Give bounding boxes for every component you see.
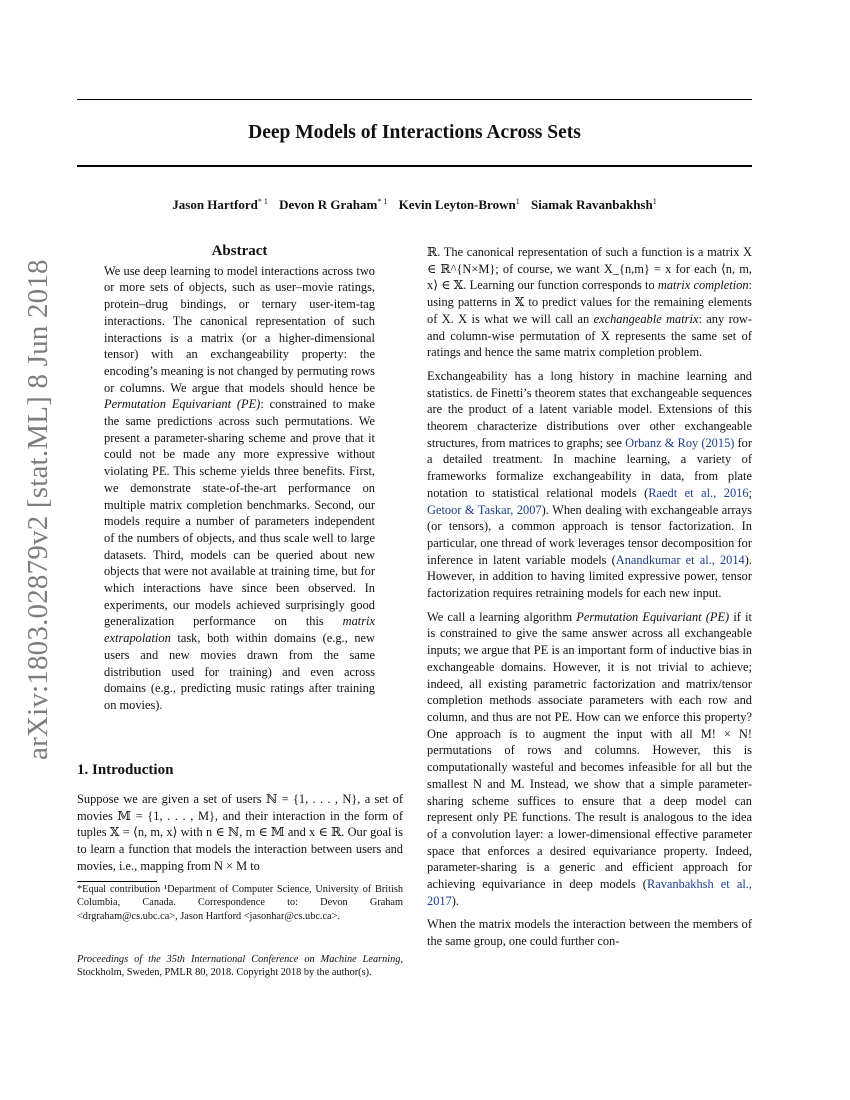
paragraph xyxy=(427,244,752,361)
author-affiliation-mark: * 1 xyxy=(257,197,268,206)
paragraph xyxy=(427,368,752,602)
author-affiliation-mark: 1 xyxy=(515,197,520,206)
introduction-paragraph: Suppose we are given a set of users ℕ = {1, . . . , N}, a set of movies 𝕄 = {1, . . . , M}, and their interaction in the form of tuples 𝕏 = ⟨n, m, x⟩ with n ∈ ℕ, m ∈ 𝕄 and x ∈ ℝ. Our goal is to learn a function that models the interaction between users and movies, i.e., mapping from N × M to xyxy=(77,792,403,873)
proceedings-details: , Stockholm, Sweden, PMLR 80, 2018. Copyright 2018 by the author(s). xyxy=(77,954,403,979)
text: if it is constrained to give the same answer across all exchangeable inputs; we argue that PE is an important form of inductive bias in exchangeable domains. However, it is not trivial to achieve; indeed, all existing parametric factorization and matrix/tensor completion methods associate parameters with each row and column, and thus are not PE. How can we enforce this property? One approach is to augment the input with all M! × N! permutations of rows and columns. However, this is computationally wasteful and becomes infeasible for all but the smallest N and M. Instead, we show that a simple parameter-sharing scheme suffices to ensure that a deep model can represent only PE functions. The result is analogous to the idea of a convolution layer: a lower-dimensional effective parameter space that enforces a desired equivariance property. Indeed, parameter-sharing is a generic and efficient approach for achieving equivariance in deep models ( xyxy=(427,609,752,892)
emphasis: matrix completion xyxy=(657,278,749,293)
author xyxy=(399,197,520,212)
abstract-text xyxy=(104,263,375,714)
footnote-rule xyxy=(77,881,157,882)
text: : using patterns in 𝕏 to predict values for the remaining elements of X. X is what we will call an xyxy=(427,278,752,326)
author xyxy=(279,197,387,212)
paragraph: When the matrix models the interaction between the members of the same group, one could further con- xyxy=(427,917,752,949)
citation-link[interactable]: Getoor & Taskar, 2007 xyxy=(427,502,542,517)
abstract-text-part: : constrained to make the same predictions across such permutations. We present a parameter-sharing scheme and prove that it could not be made any more expressive without violating PE. This scheme yields three benefits. First, we demonstrate state-of-the-art performance on multiple matrix completion benchmarks. Second, our models require a number of parameters independent of the numbers of objects, and thus scale well to large datasets. Third, models can be queried about new objects that were not available at training time, but for which interactions have since been observed. In experiments, our models achieved surprisingly good generalization performance on this xyxy=(104,397,375,629)
abstract-text-part: task, both within domains (e.g., new users and new movies drawn from the same distribution used for training) and even across domains (e.g., predicting music ratings after training on movies). xyxy=(104,631,375,712)
citation-link[interactable]: Orbanz & Roy (2015) xyxy=(625,435,735,450)
text: ). xyxy=(451,893,460,908)
arxiv-stamp: arXiv:1803.02879v2 [stat.ML] 8 Jun 2018 xyxy=(22,259,54,760)
author xyxy=(172,197,268,212)
proceedings-note xyxy=(77,953,403,980)
abstract-emphasis: Permutation Equivariant (PE) xyxy=(104,397,261,412)
paper-title: Deep Models of Interactions Across Sets xyxy=(248,122,581,143)
proceedings-venue: Proceedings of the 35th International Conference on Machine Learning xyxy=(77,954,401,965)
citation-link[interactable]: Ravanbakhsh et al., 2017 xyxy=(427,877,752,908)
author-name: Siamak Ravanbakhsh xyxy=(530,197,653,212)
abstract-heading: Abstract xyxy=(211,243,268,259)
right-column xyxy=(427,244,752,957)
text: ℝ. The canonical representation of such a function is a matrix X ∈ ℝ^{N×M}; of course, we want X_{n,m} = x for each ⟨n, m, x⟩ ∈ 𝕏. Learning our function corresponds to xyxy=(427,245,752,293)
abstract-text-part: We use deep learning to model interactions across two or more sets of objects, such as user–movie ratings, protein–drug bindings, or ternary user-item-tag interactions. The canonical representation of such interactions is a matrix (or a higher-dimensional tensor) with an exchangeability property: the encoding’s meaning is not changed by permuting rows or columns. We argue that models should hence be xyxy=(104,263,375,395)
author xyxy=(531,197,657,212)
author-list xyxy=(77,197,752,213)
author-affiliation-mark: 1 xyxy=(652,197,657,206)
abstract-section xyxy=(104,243,375,714)
text: ). However, in addition to having limited expressive power, tensor factorization requires retraining models for each new input. xyxy=(427,552,752,601)
emphasis: exchangeable matrix xyxy=(593,311,699,326)
section-heading-introduction: 1. Introduction xyxy=(77,762,174,778)
author-name: Kevin Leyton-Brown xyxy=(398,197,516,212)
text: We call a learning algorithm xyxy=(427,609,577,624)
emphasis: Permutation Equivariant (PE) xyxy=(576,609,730,624)
author-name: Devon R Graham xyxy=(279,197,378,212)
author-affiliation-mark: * 1 xyxy=(377,197,388,206)
title-bottom-rule xyxy=(77,165,752,167)
text: : any row- and column-wise permutation of X represents the same set of ratings and hence the same matrix completion problem. xyxy=(427,311,752,360)
citation-link[interactable]: Anandkumar et al., 2014 xyxy=(615,552,745,567)
text: for a detailed treatment. In machine learning, a variety of frameworks formalize exchangeability in data, from plate notation to statistical relational models ( xyxy=(427,435,752,500)
text: ). When dealing with exchangeable arrays (or tensors), a common approach is tensor factorization. In particular, one thread of work leverages tensor decomposition for inference in latent variable models ( xyxy=(427,502,753,567)
footnote-affiliations: *Equal contribution ¹Department of Computer Science, University of British Columbia, Canada. Correspondence to: Devon Graham <drgraham@cs.ubc.ca>, Jason Hartford <jasonhar@cs.ubc.ca>. xyxy=(77,884,403,922)
abstract-emphasis: matrix extrapolation xyxy=(104,614,375,646)
text: Exchangeability has a long history in machine learning and statistics. de Finetti’s theorem states that exchangeable sequences are the product of a latent variable model. Extensions of this theorem characterize distributions over other exchangeable structures, from matrices to graphs; see xyxy=(427,368,752,450)
text: ; xyxy=(748,485,752,500)
title-top-rule xyxy=(77,99,752,100)
author-name: Jason Hartford xyxy=(172,197,258,212)
paragraph xyxy=(427,609,752,910)
citation-link[interactable]: Raedt et al., 2016 xyxy=(648,485,749,500)
